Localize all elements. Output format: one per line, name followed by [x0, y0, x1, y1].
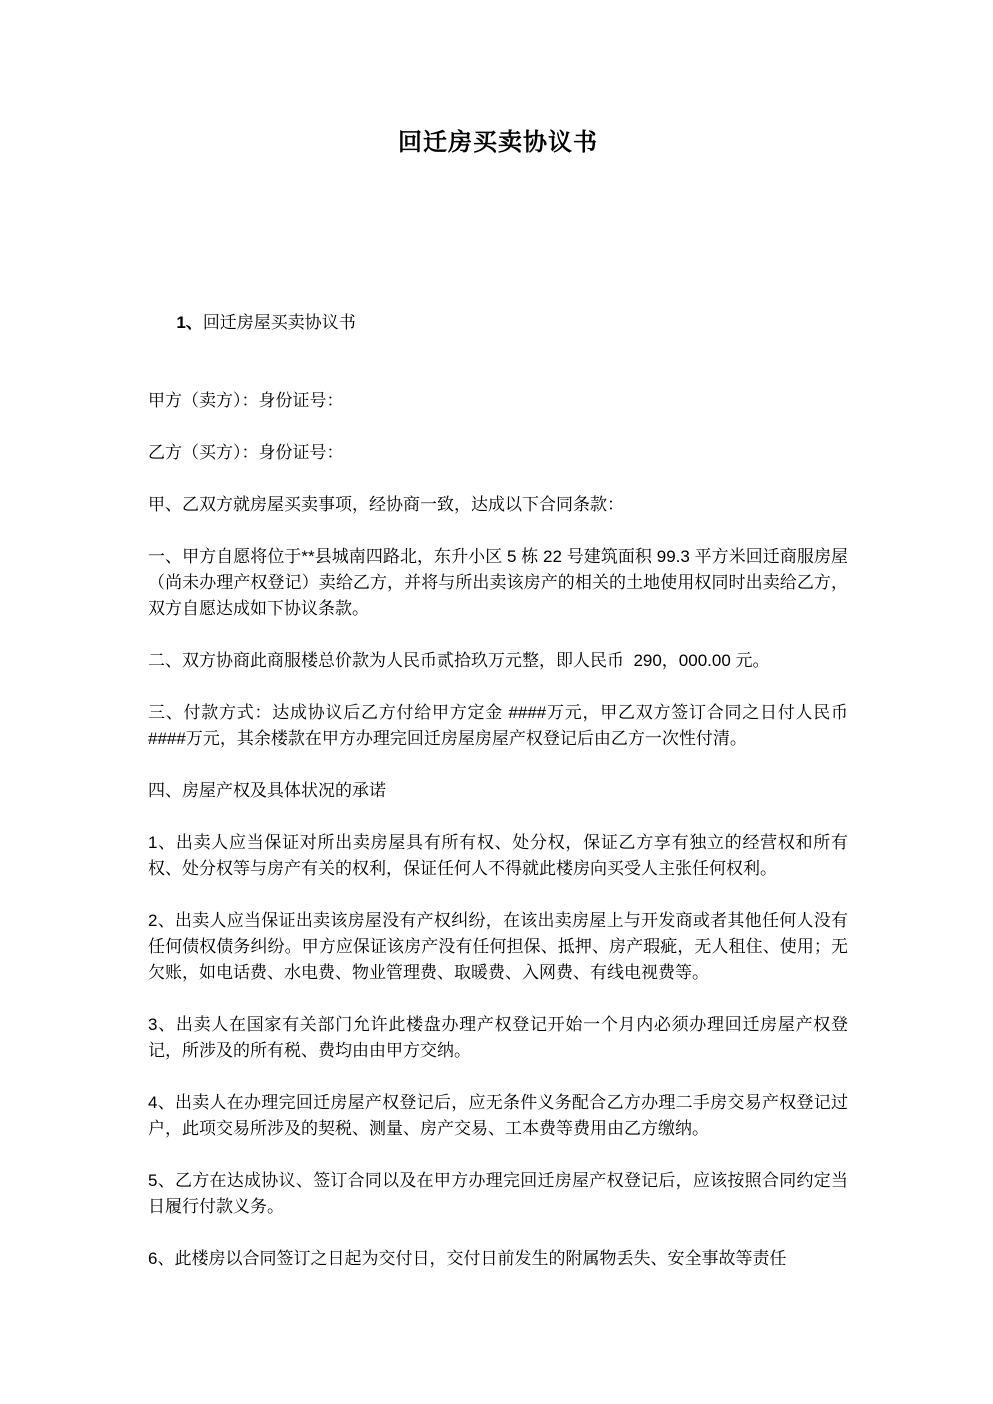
promise-item-3: 3、出卖人在国家有关部门允许此楼盘办理产权登记开始一个月内必须办理回迁房屋产权登记，所涉及的所有税、费均由由甲方交纳。	[148, 1015, 848, 1060]
promise-item-6: 6、此楼房以合同签订之日起为交付日，交付日前发生的附属物丢失、安全事故等责任	[148, 1249, 787, 1268]
document-title: 回迁房买卖协议书	[398, 129, 598, 156]
promise-item-4: 4、出卖人在办理完回迁房屋产权登记后，应无条件义务配合乙方办理二手房交易产权登记过户，此项交易所涉及的契税、测量、房产交易、工本费等费用由乙方缴纳。	[148, 1093, 848, 1138]
section-heading	[148, 284, 848, 362]
clause-four-heading: 四、房屋产权及具体状况的承诺	[148, 781, 386, 800]
promise-item-5: 5、乙方在达成协议、签订合同以及在甲方办理完回迁房屋产权登记后，应该按照合同约定当日履行付款义务。	[148, 1171, 848, 1216]
section-heading-text: 回迁房屋买卖协议书	[202, 313, 356, 332]
party-a-line: 甲方（卖方）：身份证号：	[148, 391, 344, 410]
preamble: 甲、乙双方就房屋买卖事项，经协商一致，达成以下合同条款：	[148, 495, 624, 514]
party-b-line: 乙方（买方）：身份证号：	[148, 443, 344, 462]
document-content	[148, 128, 848, 1272]
clause-three-payment: 三、付款方式：达成协议后乙方付给甲方定金 ####万元，甲乙双方签订合同之日付人民币####万元，其余楼款在甲方办理完回迁房屋房屋产权登记后由乙方一次性付清。	[148, 703, 848, 748]
clause-two-price: 二、双方协商此商服楼总价款为人民币贰拾玖万元整，即人民币 290，000.00 元。	[148, 651, 770, 670]
clause-one: 一、甲方自愿将位于**县城南四路北，东升小区 5 栋 22 号建筑面积 99.3 平方米回迁商服房屋（尚未办理产权登记）卖给乙方，并将与所出卖该房产的相关的土地使用权同时出卖给乙方，双方自愿达成如下协议条款。	[148, 547, 848, 618]
section-heading-number: 1、	[176, 313, 203, 332]
promise-item-2: 2、出卖人应当保证出卖该房屋没有产权纠纷，在该出卖房屋上与开发商或者其他任何人没有任何债权债务纠纷。甲方应保证该房产没有任何担保、抵押、房产瑕疵，无人租住、使用；无欠账，如电话费、水电费、物业管理费、取暖费、入网费、有线电视费等。	[148, 911, 848, 982]
promise-item-1: 1、出卖人应当保证对所出卖房屋具有所有权、处分权，保证乙方享有独立的经营权和所有权、处分权等与房产有关的权利，保证任何人不得就此楼房向买受人主张任何权利。	[148, 833, 848, 878]
